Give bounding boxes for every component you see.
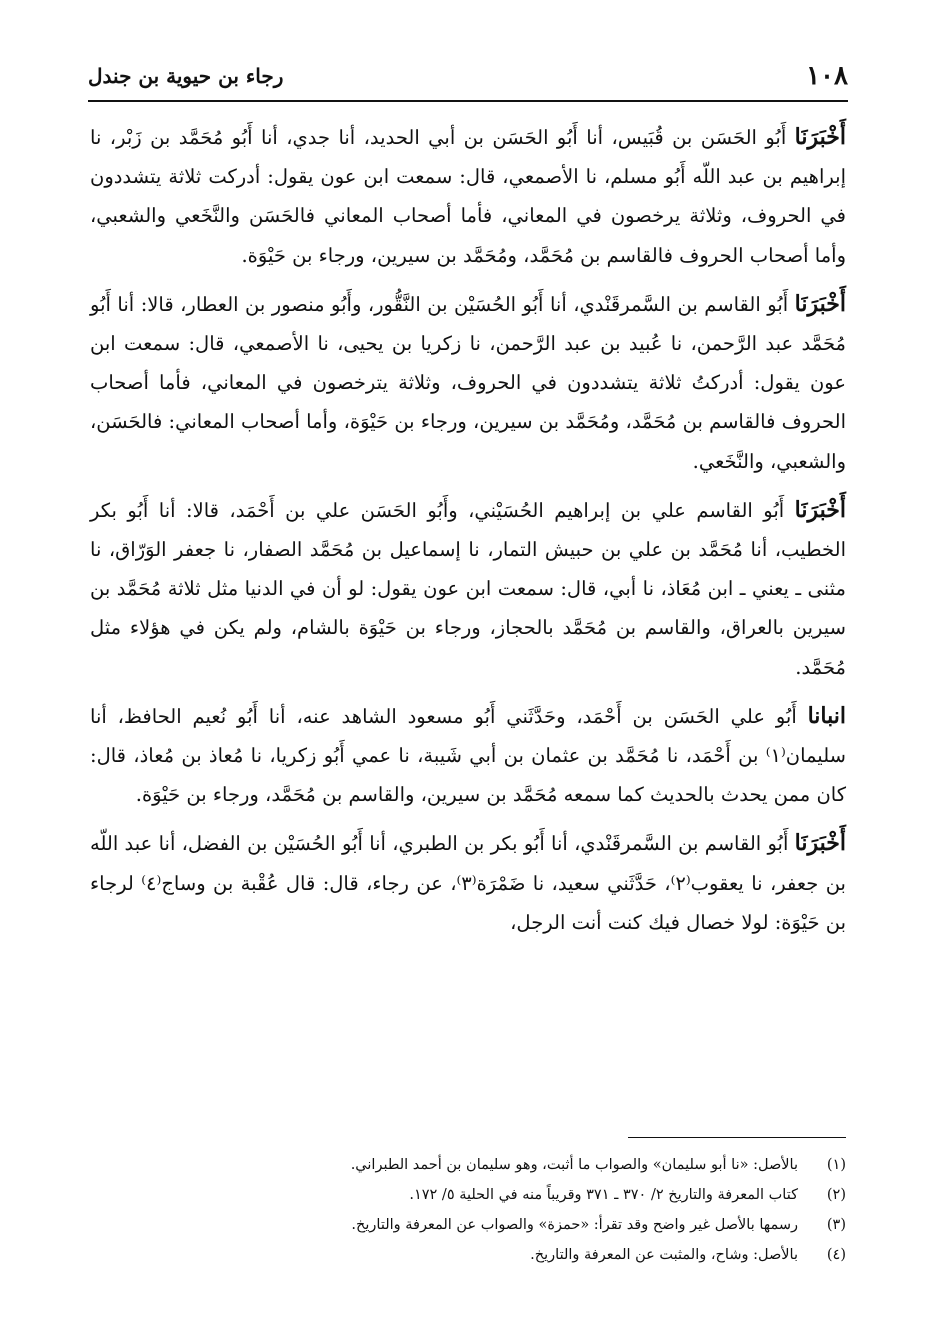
paragraph-keyword: انبانا xyxy=(807,702,846,729)
page-header xyxy=(88,60,848,92)
footnote-number: (١) xyxy=(826,1157,846,1173)
footnote-number: (٤) xyxy=(826,1247,846,1263)
main-text xyxy=(90,118,846,952)
footnote-text: بالأصل: وشاح، والمثبت عن المعرفة والتاريخ. xyxy=(530,1247,798,1263)
paragraph-keyword: أَخْبَرَنَا xyxy=(794,290,846,317)
paragraph xyxy=(90,824,846,942)
footnote-number: (٣) xyxy=(826,1217,846,1233)
paragraph xyxy=(90,697,846,815)
paragraph-text: أَبُو القاسم بن السَّمرقَنْدي، أنا أَبُو بكر بن الطبري، أنا أَبُو الحُسَيْن بن الفضل، أنا عبد اللّه بن جعفر، نا يعقوب⁽٢⁾، حَدَّثَني سعيد، نا ضَمْرَة⁽٣⁾، عن رجاء، قال: قال عُقْبة بن وساج⁽٤⁾ لرجاء بن حَيْوَة: لولا خصال فيك كنت أنت الرجل، xyxy=(90,832,846,934)
header-rule xyxy=(88,100,848,102)
footnote xyxy=(150,1150,846,1180)
footnote-separator xyxy=(628,1137,846,1138)
footnote xyxy=(150,1180,846,1210)
footnotes xyxy=(150,1150,846,1270)
paragraph-keyword: أَخْبَرَنَا xyxy=(794,124,846,150)
footnote xyxy=(150,1210,846,1240)
paragraph-text: أَبُو القاسم علي بن إبراهيم الحُسَيْني، وأَبُو الحَسَن علي بن أَحْمَد، قالا: أنا أَبُو بكر الخطيب، أنا مُحَمَّد بن علي بن حبيش التمار، نا إسماعيل بن مُحَمَّد الصفار، نا جعفر الوَرّاق، نا مثنى ـ يعني ـ ابن مُعَاذ، نا أبي، قال: سمعت ابن عون يقول: لو أن في الدنيا مثل ثلاثة مُحَمَّد بن سيرين بالعراق، والقاسم بن مُحَمَّد بالحجاز، ورجاء بن حَيْوَة بالشام، ولم يكن في هؤلاء مثل مُحَمَّد. xyxy=(90,498,846,679)
footnote xyxy=(150,1240,846,1270)
paragraph-keyword: أَخْبَرَنَا xyxy=(794,496,846,523)
paragraph-text: أَبُو علي الحَسَن بن أَحْمَد، وحَدَّثَني أَبُو مسعود الشاهد عنه، أنا أَبُو نُعيم الحافظ، أنا سليمان⁽١⁾ بن أَحْمَد، نا مُحَمَّد بن عثمان بن أبي شَيبة، نا عمي أَبُو زكريا، نا مُعاذ بن مُعاذ، قال: كان ممن يحدث بالحديث كما سمعه مُحَمَّد بن سيرين، والقاسم بن مُحَمَّد، ورجاء بن حَيْوَة. xyxy=(90,704,846,807)
paragraph-text: أَبُو الحَسَن بن قُبَيس، أنا أَبُو الحَسَن بن أبي الحديد، أنا جدي، أنا أَبُو مُحَمَّد بن زَبْر، نا إبراهيم بن عبد اللّه أَبُو مسلم، نا الأصمعي، قال: سمعت ابن عون يقول: أدركت ثلاثة يتشددون في الحروف، وثلاثة يرخصون في المعاني، فأما أصحاب المعاني فالحَسَن والنَّخَعي والشعبي، وأما أصحاب الحروف فالقاسم بن مُحَمَّد، ومُحَمَّد بن سيرين، ورجاء بن حَيْوَة. xyxy=(90,126,846,267)
footnote-text: رسمها بالأصل غير واضح وقد تقرأ: «حمزة» والصواب عن المعرفة والتاريخ. xyxy=(351,1217,798,1233)
paragraph-keyword: أَخْبَرَنَا xyxy=(794,830,846,857)
paragraph xyxy=(90,285,846,481)
footnote-text: بالأصل: «نا أبو سليمان» والصواب ما أثبت، وهو سليمان بن أحمد الطبراني. xyxy=(350,1157,798,1173)
running-title: رجاء بن حيوية بن جندل xyxy=(88,64,284,88)
paragraph xyxy=(90,118,846,275)
page-number: ١٠٨ xyxy=(806,61,848,91)
footnote-text: كتاب المعرفة والتاريخ ٢/ ٣٧٠ ـ ٣٧١ وقريباً منه في الحلية ٥/ ١٧٢. xyxy=(409,1187,798,1203)
footnote-number: (٢) xyxy=(826,1187,846,1203)
paragraph xyxy=(90,491,846,687)
paragraph-text: أَبُو القاسم بن السَّمرقَنْدي، أنا أَبُو الحُسَيْن بن النَّقُّور، وأَبُو منصور بن العطار، قالا: أنا أَبُو مُحَمَّد عبد الرَّحمن، نا عُبيد بن عبد الرَّحمن، نا زكريا بن يحيى، نا الأصمعي، قال: سمعت ابن عون يقول: أدركتُ ثلاثة يتشددون في الحروف، وثلاثة يترخصون في المعاني، فأما أصحاب الحروف فالقاسم بن مُحَمَّد، ومُحَمَّد بن سيرين، ورجاء بن حَيْوَة، وأما أصحاب المعاني: فالحَسَن، والشعبي، والنَّخَعي. xyxy=(90,292,846,473)
